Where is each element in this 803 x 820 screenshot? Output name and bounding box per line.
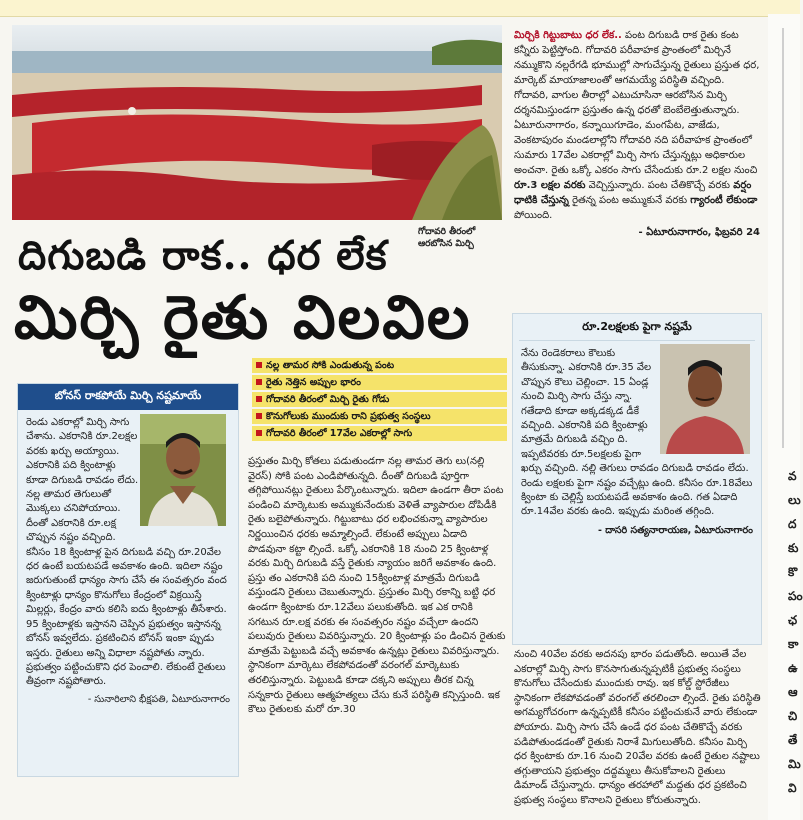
margin-char: తే xyxy=(788,733,798,747)
headline-main: మిర్చి రైతు విలవిల xyxy=(14,283,472,353)
margin-char: మి xyxy=(788,757,801,771)
top-strip xyxy=(0,0,800,17)
bullet-item: గోదావరి తీరంలో మిర్చి రైతు గోడు xyxy=(252,392,507,407)
article-strong-1: రూ.3 లక్షల వరకు xyxy=(514,180,586,191)
box-text: రెండు ఎకరాల్లో మిర్చి సాగు చేశాను. ఎకరానికి రూ.2లక్షల వరకు ఖర్చు అయ్యాయి. ఎకరానికి పది క్వింటాళ్లు కూడా దిగుబడి రావడం లేదు. నల్ల తామర తెగులుతో మొక్కలు చనిపోయాయి. దీంతో ఎకరానికి రూ.లక్ష చొప్పున నష్టం వచ్చింది. కనీసం 18 క్వింటాళ్ల పైన దిగుబడి వచ్చి రూ.20వేల ధర ఉంటే బయటపడే అవకాశం ఉంది. ఇదిలా నష్టం జరుగుతుంటే ధాన్యం సాగు చేసే ఈ సంవత్సరం వంద క్వింటాళ్లు ధాన్యం కొనుగోలు కేంద్రంలో విక్రయిస్తే మిల్లర్లు, కేంద్రం వారు కలిసి ఐదు క్వింటాళ్లు తీసేశారు. 95 క్వింటాళ్లకు ఇస్తానని చెప్పిన ప్రభుత్వం ఇస్తానన్న బోనస్ ఇవ్వలేదు. ప్రకటించిన బోనస్ ఇంకా ప్పుడు ఇస్తరు. రైతులు అన్ని విధాలా నష్టపోతు న్నారు. ప్రభుత్వం పట్టించుకొని ధర పెంచాలి. లేకుంటే రైతులు తీవ్రంగా నష్టపోతారు. xyxy=(26,417,227,688)
main-article-text: ప్రస్తుతం మిర్చి కోతలు పడుతుండగా నల్ల తామర తెగు లు(నల్లి వైరస్) సోకి పంట ఎండిపోతున్నది. దీంతో దిగుబడి పూర్తిగా తగ్గిపోయినట్లు రైతులు పేర్కొంటున్నారు. ఇదిలా ఉండగా తీరా పంట పండించి మార్కెటుకు అమ్ముకునేందుకు వెళితే వ్యాపారుల దోపిడీకి రైతు బలైపోతున్నారు. గిట్టుబాటు ధర లభించకున్నా వ్యాపారుల నిర్ణయించిన ధరకు అమ్మాల్సిందే. లేకుంటే అప్పులు ఏడాది పొడవునా కట్టా ల్సిందే. ఒక్కో ఎకరానికి 18 నుంచి 25 క్వింటాళ్ల వరకు మిర్చి దిగుబడి వస్తే రైతుకు న్యాయం జరిగే అవకాశం ఉంది. ప్రస్తు తం ఎకరానికి పది నుంచి 15క్వింటాళ్ల మాత్రమే దిగుబడి వస్తుండని రైతులు చెబుతున్నారు. ప్రస్తుతం మిర్చి రకాన్ని బట్టి ధర ఉండగా క్వింటాకు రూ.12వేలు పలుకుతోంది. ఇక ఎక రానికి సగటున రూ.లక్ష వరకు ఈ సంవత్సరం నష్టం వచ్చేలా ఉందని పలువురు రైతులు వివరిస్తున్నారు. 20 క్వింటాళ్లు పం డించిన రైతుకు మాత్రమే పెట్టుబడి వచ్చే అవకాశం ఉన్నట్లు రైతులు వివరిస్తున్నారు. స్థానికంగా మార్కెటు లేకపోవడంతో వరంగల్ మార్కెటుకు తరలిస్తున్నారు. పెట్టుబడి కూడా దక్కని అప్పులు తీరక చిన్న సన్నకారు రైతులు ఆత్మహత్యలు చేసు కునే పరిస్థితి కన్పిస్తుంది. ఇక కౌలు రైతులకు మరో రూ.30 xyxy=(248,456,506,716)
article-text-4: పోయింది. xyxy=(514,210,553,221)
farmer-photo-2 xyxy=(660,344,750,454)
margin-char: కు xyxy=(788,541,799,555)
margin-char: ఛ xyxy=(788,613,798,627)
margin-char: పం xyxy=(788,589,803,603)
right-bottom-text: నుంచి 40వేల వరకు అదనపు భారం పడుతోంది. అయితే వేల ఎకరాల్లో మిర్చి సాగు కొనసాగుతున్నప్పటికీ ప్రభుత్వ సంస్థలు కొనుగోలు చేసేందుకు ముందుకు రావు. ఇక కోల్డ్ స్టోరేజీలు స్థానికంగా లేకపోవడంతో వరంగల్ తరలించా ల్సిందే. రైతు పరిస్థితి అగమ్యగోచరంగా ఉన్నప్పటికీ కనీసం పట్టించుకునే వారు లేకుండా పోయారు. మిర్చి సాగు చేసే ఉండే ధర పంట చేతికొచ్చే వరకు పడిపోతుండడంతో రైతుకు నిరాశే మిగులుతోంది. కనీసం మిర్చి ధర క్వింటాకు రూ.16 నుంచి 20వేల వరకు ఉంటే రైతుల నష్టాలు తగ్గుతాయని ప్రభుత్వం దద్దమ్మలు తీసుకోవాలని రైతులు డిమాండ్ చేస్తున్నారు. ధాన్యం తరహాలో మద్దతు ధర ప్రకటించి ప్రభుత్వ సంస్థలు కొనాలని రైతులు కోరుతున్నారు. xyxy=(514,649,761,806)
main-article-column xyxy=(248,455,506,718)
margin-char: కా xyxy=(788,637,799,651)
box-byline: - సునారిలాని భీక్షపతి, ఏటూరునాగారం xyxy=(87,693,230,705)
bullet-item: రైతు నెత్తిన అప్పుల భారం xyxy=(252,375,507,390)
highlight-bullets xyxy=(252,358,507,443)
box-title: రూ.2లక్షలకు పైగా నష్టమే xyxy=(519,314,755,341)
chilli-drying-photo xyxy=(12,25,502,220)
margin-char: కొ xyxy=(788,565,798,579)
margin-char: ద xyxy=(788,517,797,531)
margin-char: లు xyxy=(788,493,801,507)
farmer-photo-1 xyxy=(140,414,226,526)
right-top-article xyxy=(514,28,760,240)
column-rule xyxy=(782,28,784,448)
box-text: నేను రెండెకరాలు కౌలుకు తీసుకున్నా. ఎకరానికి రూ.35 వేల చొప్పున కౌలు చెల్లించా. 15 ఏండ్ల నుంచి మిర్చి సాగు చేస్తు న్నా. గతేడాది కూడా అక్కడక్కడ డీకే వచ్చింది. ఎకరానికి పది క్వింటాళ్లు మాత్రమే దిగుబడి వచ్చిం ది. ఇప్పటివరకు రూ.5లక్షలకు పైగా ఖర్చు వచ్చింది. నల్లి తెగులు రావడం దిగుబడి రావడం లేదు. రెండు లక్షలకు పైగా నష్టం వచ్చేట్లు ఉంది. కనీసం రూ.18వేలు క్వింటా కు చెల్లిస్తే బయటపడే అవకాశం ఉంది. గత ఏడాది రూ.14వేల వరకు ఉంది. ఇప్పుడు మరింత తగ్గింది. xyxy=(521,348,753,518)
box-title: బోనస్ రాకపోయే మిర్చి నష్టమాయే xyxy=(18,384,238,410)
bullet-item: నల్ల తామర సోకి ఎండుతున్న పంట xyxy=(252,358,507,373)
bullet-item: కొనుగోలుకు ముందుకు రాని ప్రభుత్వ సంస్థలు xyxy=(252,409,507,424)
bullet-item: గోదావరి తీరంలో 17వేల ఎకరాల్లో సాగు xyxy=(252,426,507,441)
right-bottom-article xyxy=(514,648,762,809)
article-strong-3: గ్యారంటీ లేకుండా xyxy=(690,195,758,206)
margin-char: చి xyxy=(788,709,798,723)
article-text-1: పంట దిగుబడి రాక రైతు కంట కన్నీరు పెట్టిస్తోంది. గోదావరి పరీవాహక ప్రాంతంలో మిర్చినే నమ్ముకొని నల్లరేగడి భూముల్లో సాగుచేస్తున్న రైతులు ప్రస్తుత ధర, మార్కెట్ మాయాజాలంతో ఆగమయ్యే పరిస్థితి వచ్చింది. గోదావరి, వాగుల తీరాల్లో ఎటుచూసినా ఆరబోసిన మిర్చి దర్శనమిస్తుండగా ప్రస్తుతం ఉన్న ధరతో బెంబేలెత్తుతున్నారు. ఏటూరునాగారం, కన్నాయిగూడెం, మంగపేట, వాజేడు, వెంకటాపురం మండలాల్లోని గోదావరి నది పరీవాహక ప్రాంతంలో సుమారు 17వేల ఎకరాల్లో మిర్చి సాగు చేస్తున్నట్లు అధికారుల అంచనా. రైతు ఒక్కో ఎకరం సాగు చేసేందుకు రూ.2 లక్షల నుంచి xyxy=(514,30,760,176)
article-text-3: రైతన్న పంట అమ్ముకునే వరకు xyxy=(572,195,688,206)
margin-char: ఆ xyxy=(788,685,798,699)
box-byline: - దాసరి సత్యనారాయణ, ఏటూరునాగారం xyxy=(598,524,753,536)
margin-char: వ xyxy=(788,469,797,483)
headline-kicker: దిగుబడి రాక.. ధర లేక xyxy=(18,232,388,279)
article-byline: - ఏటూరునాగారం, ఫిబ్రవరి 24 xyxy=(638,227,760,238)
article-text-2: వెచ్చిస్తున్నారు. పంట చేతికొచ్చే వరకు xyxy=(588,180,731,191)
article-lead: మిర్చికి గిట్టుబాటు ధర లేక.. xyxy=(514,30,622,41)
photo-caption: గోదావరి తీరంలో ఆరబోసిన మిర్చి xyxy=(418,227,476,249)
article-strong-2: వర్షం ధాటికి చేస్తున్న xyxy=(514,180,752,206)
margin-char: వి xyxy=(788,781,797,795)
adjacent-column-margin xyxy=(768,14,803,820)
margin-char: ఉ xyxy=(788,661,798,675)
